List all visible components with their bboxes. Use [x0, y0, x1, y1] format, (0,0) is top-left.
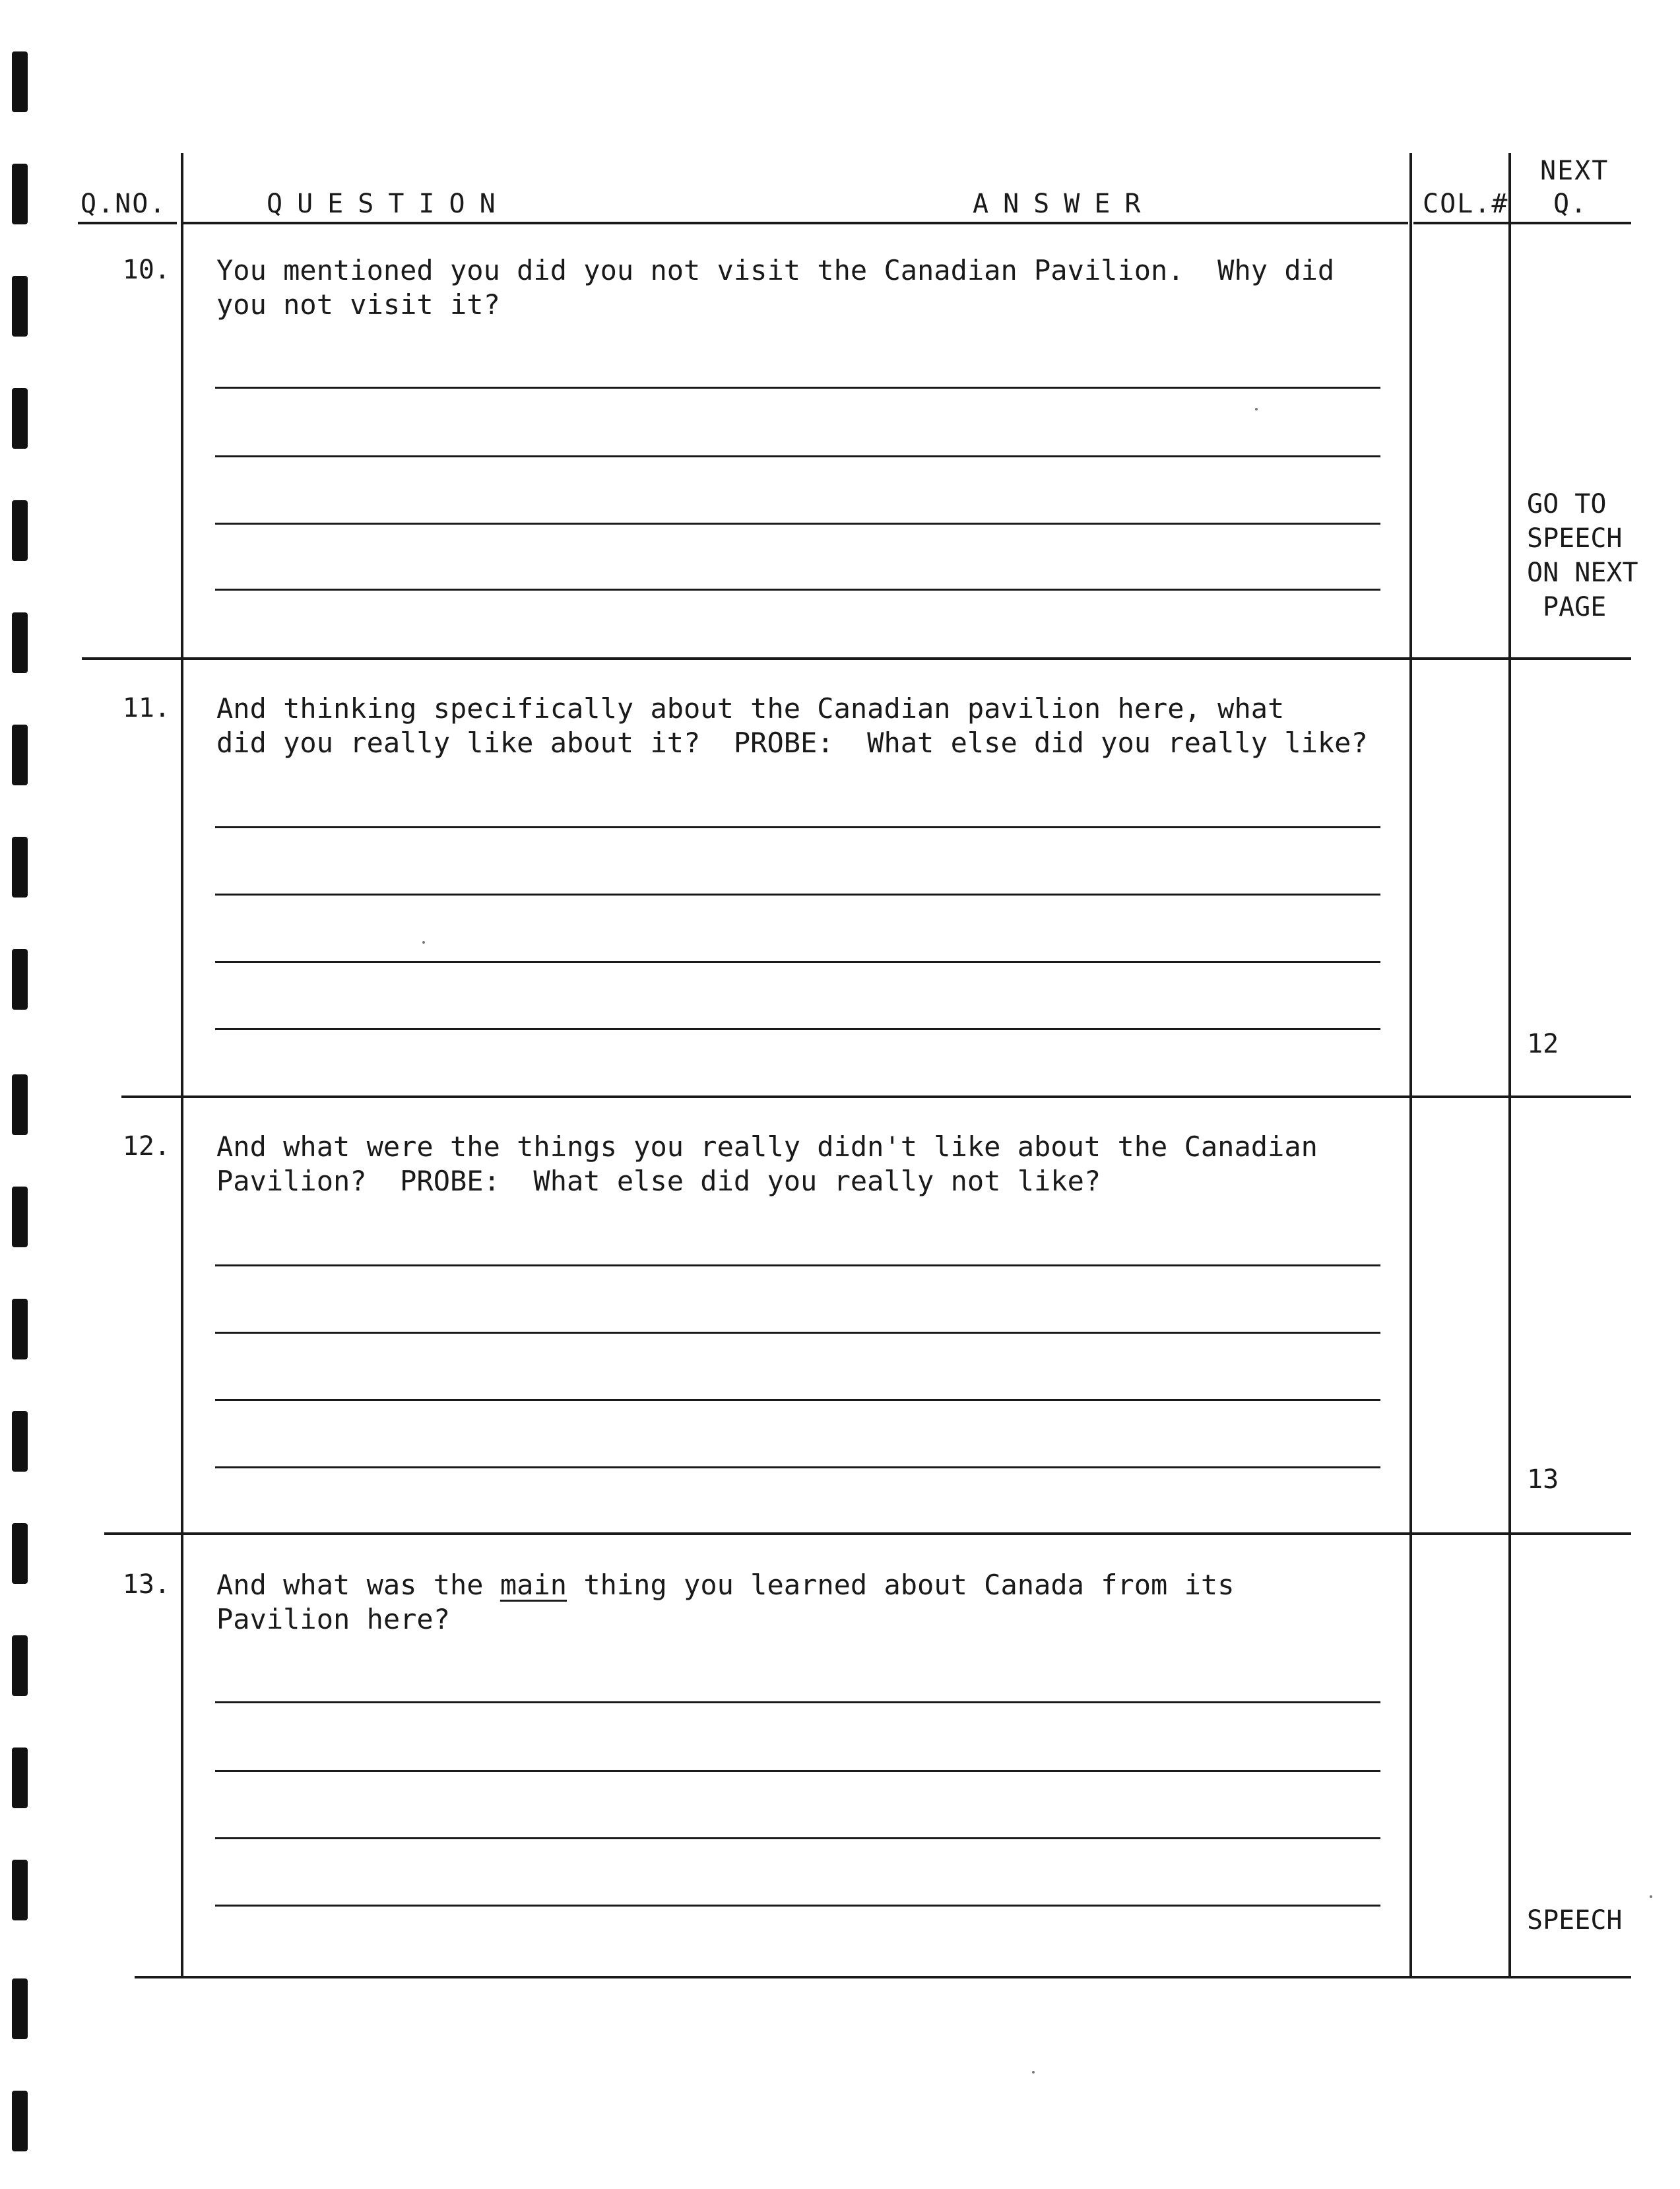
binding-mark: [12, 1523, 28, 1584]
binding-mark: [12, 1860, 28, 1920]
next-question-instruction: [1527, 487, 1638, 624]
binding-mark: [12, 388, 28, 449]
question-text: [216, 253, 1334, 322]
binding-mark: [12, 500, 28, 561]
answer-line[interactable]: [215, 1701, 1380, 1703]
next-question-instruction: 13: [1527, 1464, 1559, 1495]
next-question-instruction: 12: [1527, 1029, 1559, 1059]
binding-mark: [12, 1074, 28, 1135]
binding-mark: [12, 1978, 28, 2039]
question-text-line: You mentioned you did you not visit the Canadian Pavilion. Why did: [216, 254, 1335, 286]
binding-mark: [12, 164, 28, 224]
header-underline: [78, 222, 177, 224]
binding-mark: [12, 1635, 28, 1696]
question-number: 10.: [122, 255, 170, 285]
binding-mark: [12, 1187, 28, 1247]
binding-mark: [12, 837, 28, 898]
header-underline: [1413, 222, 1510, 224]
answer-line[interactable]: [215, 523, 1380, 525]
binding-mark: [12, 51, 28, 112]
header-underline: [182, 222, 1408, 224]
binding-mark: [12, 276, 28, 337]
answer-line[interactable]: [215, 1905, 1380, 1907]
question-text-line: And what were the things you really didn't like about the Canadian: [216, 1130, 1318, 1163]
question-number: 11.: [122, 693, 170, 723]
answer-line[interactable]: [215, 961, 1380, 963]
answer-line[interactable]: [215, 894, 1380, 896]
binding-mark: [12, 725, 28, 785]
row-separator: [104, 1532, 1631, 1535]
binding-mark: [12, 2091, 28, 2151]
next-question-instruction: SPEECH: [1527, 1905, 1623, 1936]
column-rule: [1508, 153, 1511, 1978]
next-q-header-line2: Q.: [1553, 189, 1588, 219]
header-underline: [1511, 222, 1631, 224]
question-text: [216, 1568, 1234, 1637]
binding-mark: [12, 1411, 28, 1472]
emphasized-word: main: [500, 1569, 567, 1601]
answer-line[interactable]: [215, 1770, 1380, 1772]
answer-line[interactable]: [215, 589, 1380, 591]
question-text-line: you not visit it?: [216, 288, 500, 321]
answer-line[interactable]: [215, 1837, 1380, 1839]
question-text-segment: And what was the: [216, 1569, 500, 1601]
scan-speck: [1032, 2071, 1035, 2074]
question-text-line: And thinking specifically about the Canadian pavilion here, what: [216, 692, 1285, 725]
answer-line[interactable]: [215, 826, 1380, 828]
row-separator: [135, 1976, 1631, 1978]
binding-mark: [12, 612, 28, 673]
row-separator: [121, 1095, 1631, 1098]
question-header: QUESTION: [267, 189, 510, 219]
next-q-line: ON NEXT: [1527, 558, 1638, 588]
answer-line[interactable]: [215, 455, 1380, 457]
question-text-line: Pavilion? PROBE: What else did you really not like?: [216, 1165, 1101, 1197]
column-rule: [1409, 153, 1412, 1978]
qno-header: Q.NO.: [81, 189, 167, 219]
answer-line[interactable]: [215, 387, 1380, 389]
row-separator: [82, 657, 1631, 660]
scan-speck: [422, 941, 425, 944]
question-number: 12.: [122, 1131, 170, 1161]
col-header: COL.#: [1423, 189, 1509, 219]
next-q-line: SPEECH: [1527, 523, 1623, 554]
binding-mark: [12, 1299, 28, 1359]
answer-line[interactable]: [215, 1399, 1380, 1401]
question-text-line: did you really like about it? PROBE: What else did you really like?: [216, 727, 1368, 759]
question-text-line: Pavilion here?: [216, 1603, 451, 1635]
scan-speck: [1650, 1895, 1652, 1898]
question-number: 13.: [122, 1569, 170, 1600]
next-q-line: GO TO: [1527, 489, 1607, 519]
answer-line[interactable]: [215, 1332, 1380, 1334]
column-rule: [181, 153, 183, 1978]
next-q-line: PAGE: [1543, 592, 1607, 622]
scan-speck: [1255, 408, 1258, 410]
binding-mark: [12, 949, 28, 1010]
answer-line[interactable]: [215, 1466, 1380, 1468]
answer-line[interactable]: [215, 1264, 1380, 1266]
binding-mark: [12, 1748, 28, 1808]
answer-header: ANSWER: [973, 189, 1155, 219]
question-text: [216, 1130, 1318, 1198]
answer-line[interactable]: [215, 1028, 1380, 1030]
next-q-header-line1: NEXT: [1540, 156, 1609, 186]
question-text: [216, 692, 1368, 760]
question-text-segment: thing you learned about Canada from its: [567, 1569, 1235, 1601]
